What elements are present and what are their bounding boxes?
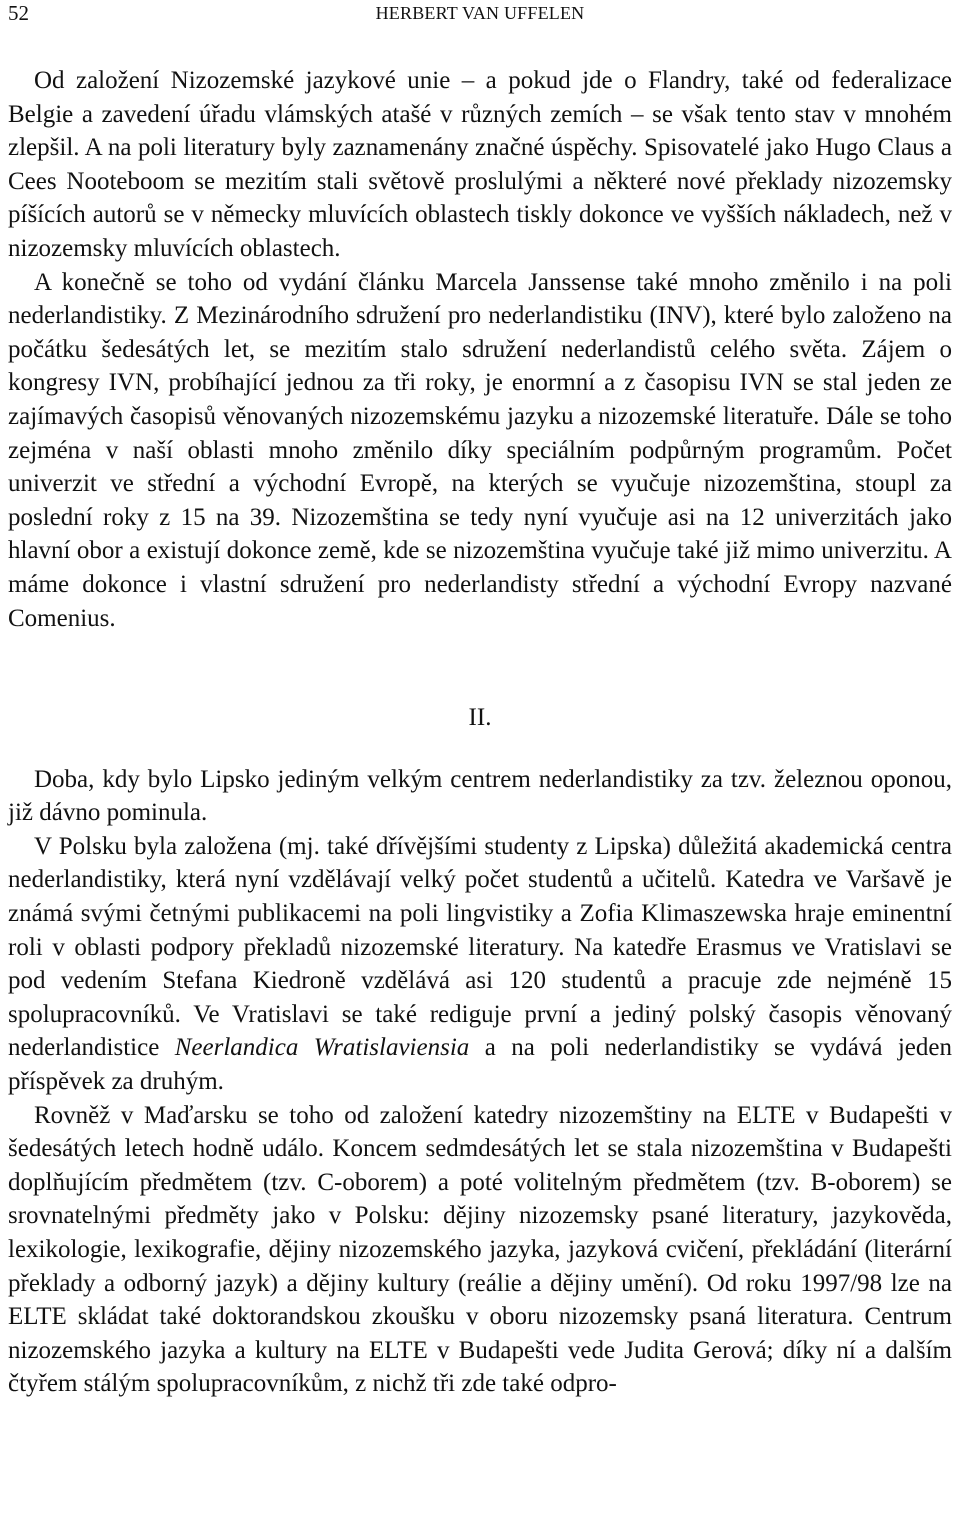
body-text: [8, 64, 952, 1401]
paragraph-union: Od založení Nizozemské jazykové unie – a pokud jde o Flandry, také od federalizace Belgie a zavedení úřadu vlámských atašé v různých zemích – se však tento stav v mnohém zlepšil. A na poli literatury byly zaznamenány značné úspěchy. Spisovatelé jako Hugo Claus a Cees Nooteboom se mezitím stali světově proslulými a některé nové překlady nizozemsky píšících autorů se v německy mluvících oblastech tiskly dokonce ve vyšších nákladech, než v nizozemsky mluvících oblastech.: [8, 67, 952, 262]
paragraph-poland-end: a na poli nederlandistiky se vydává jeden příspěvek za druhým.: [8, 1034, 952, 1096]
page-number: 52: [8, 1, 29, 25]
journal-title: Neerlandica Wratislaviensia: [174, 1034, 470, 1062]
section-heading: II.: [468, 704, 492, 732]
paragraph-nederlandistics: A konečně se toho od vydání článku Marcela Janssense také mnoho změnilo i na poli nederlandistiky. Z Mezinárodního sdružení pro nederlandistiku (INV), které bylo založeno na počátku šedesátých let, se mezitím stalo sdružení nederlandistů celého světa. Zájem o kongresy IVN, probíhající jednou za tři roky, je enormní a z časopisu IVN se stal jeden ze zajímavých časopisů věnovaných nizozemskému jazyku a nizozemské literatuře. Dále se toho zejména v naší oblasti mnoho změnilo díky speciálním podpůrným programům. Počet univerzit ve střední a východní Evropě, na kterých se vyučuje nizozemština, stoupl za poslední roky z 15 na 39. Nizozemština se tedy nyní vyučuje asi na 12 univerzitách jako hlavní obor a existují dokonce země, kde se nizozemština vyučuje také již mimo univerzitu. A máme dokonce i vlastní sdružení pro nederlandisty střední a východní Evropy nazvané Comenius.: [8, 268, 952, 632]
paragraph-poland: [8, 830, 952, 1099]
running-title: HERBERT VAN UFFELEN: [375, 3, 585, 23]
paragraph-leipzig: Doba, kdy bylo Lipsko jediným velkým centrem nederlandistiky za tzv. železnou oponou, již dávno pominula.: [8, 765, 952, 827]
paragraph-poland-text: V Polsku byla založena (mj. také dřívějšími studenty z Lipska) důležitá akademická centra nederlandistiky, která nyní vzdělávají velký počet studentů a učitelů. Katedra ve Varšavě je známá svými četnými publikacemi na poli lingvistiky a Zofia Klimaszewska hraje eminentní roli v oblasti podpory překladů nizozemské literatury. Na katedře Erasmus ve Vratislavi se pod vedením Stefana Kiedroně vzdělává asi 120 studentů a pracuje zde nejméně 15 spolupracovníků. Ve Vratislavi se také rediguje první a jediný polský časopis věnovaný nederlandistice: [8, 832, 952, 1062]
paragraph-hungary: Rovněž v Maďarsku se toho od založení katedry nizozemštiny na ELTE v Budapešti v šedesátých letech hodně událo. Koncem sedmdesátých let se stala nizozemština v Budapešti doplňujícím předmětem (tzv. C-oborem) a poté volitelným předmětem (tzv. B-oborem) se srovnatelnými předměty jako v Polsku: dějiny nizozemsky psané literatury, jazykověda, lexikologie, lexikografie, dějiny nizozemského jazyka, jazyková cvičení, překládání (literární překlady a odborný jazyk) a dějiny kultury (reálie a dějiny umění). Od roku 1997/98 lze na ELTE skládat také doktorandskou zkoušku v oboru nizozemsky psaná literatura. Centrum nizozemského jazyka a kultury na ELTE v Budapešti vede Judita Gerová; díky ní a dalším čtyřem stálým spolupracovníkům, z nichž tři zde také odpro-: [8, 1101, 952, 1398]
running-head: [8, 0, 952, 26]
